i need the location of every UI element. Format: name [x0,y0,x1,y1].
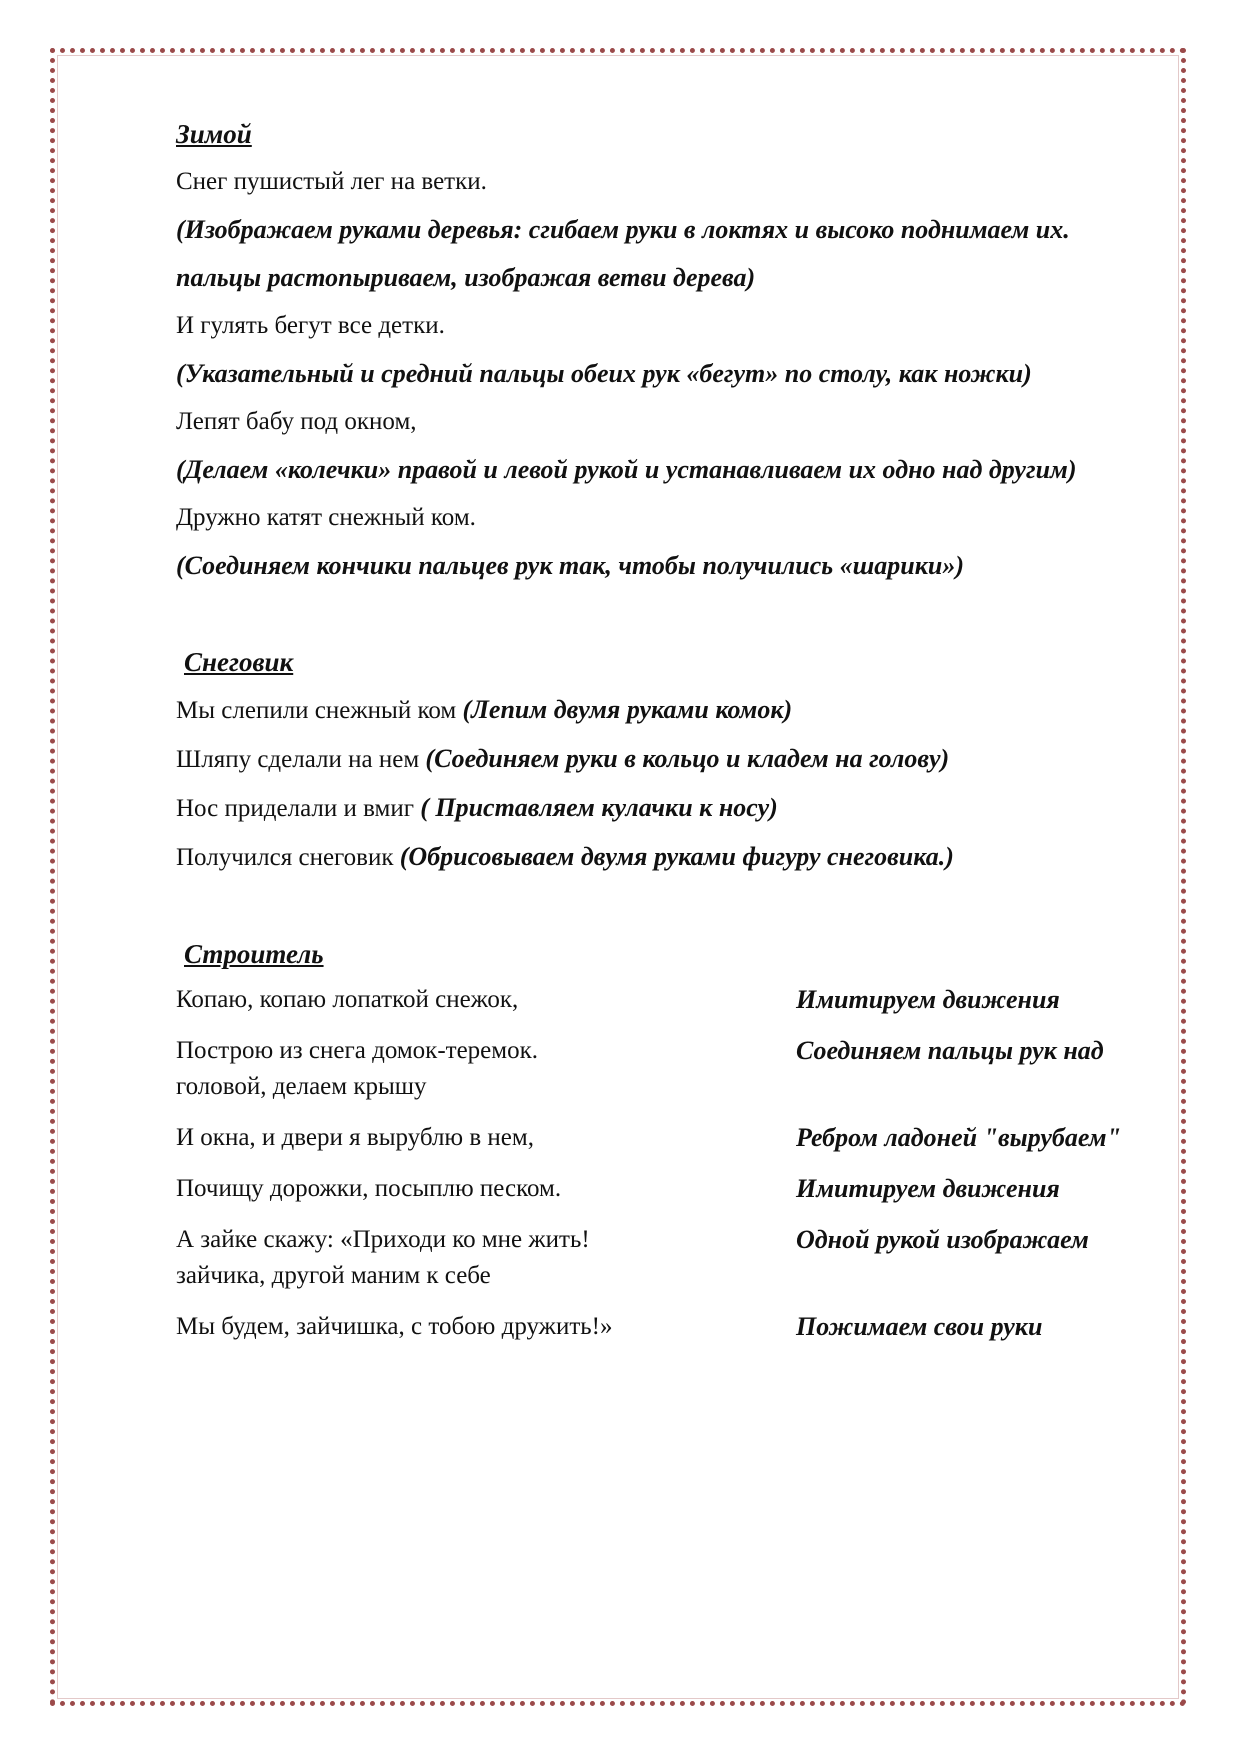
page-content [176,110,1166,1360]
verse-line [176,784,1166,833]
verse-line-1: А зайке скажу: «Приходи ко мне жить! [176,1226,590,1253]
verse-text: Мы будем, зайчишка, с тобою дружить!» [176,1313,613,1340]
verse-line: Лепят бабу под окном, [176,408,417,435]
action-line: пальцы растопыриваем, изображая ветви дерева) [176,263,756,292]
verse-row [176,1222,1166,1294]
verse-line: Снег пушистый лег на ветки. [176,168,487,195]
verse-text: Получился снеговик [176,844,400,871]
verse-row [176,1171,1166,1207]
verse-line-1: Построю из снега домок-теремок. [176,1037,538,1064]
verse-row [176,1033,1166,1105]
action-text: Одной рукой изображаем [796,1225,1089,1254]
verse-row [176,1309,1166,1345]
verse-line-cont: зайчика, другой маним к себе [176,1262,491,1289]
spacer [176,590,1166,638]
action-text: Пожимаем свои руки [796,1312,1043,1341]
verse-text [176,1033,796,1105]
verse-text: Нос приделали и вмиг [176,795,421,822]
section-title-zimoy: Зимой [176,119,252,149]
action-text: ( Приставляем кулачки к носу) [420,793,778,822]
verse-line-cont: головой, делаем крышу [176,1073,427,1100]
verse-line [176,735,1166,784]
verse-text: Мы слепили снежный ком [176,697,463,724]
verse-text [176,1222,796,1294]
section-title-stroitel: Строитель [184,939,324,969]
verse-line [176,833,1166,882]
verse-text: И окна, и двери я вырублю в нем, [176,1124,534,1151]
action-line: (Указательный и средний пальцы обеих рук «бегут» по столу, как ножки) [176,359,1032,388]
action-text: (Обрисовываем двумя руками фигуру снеговика.) [399,842,954,871]
verse-row [176,1120,1166,1156]
verse-text: Почищу дорожки, посыплю песком. [176,1175,562,1202]
verse-row [176,982,1166,1018]
action-text: (Лепим двумя руками комок) [462,695,793,724]
action-line: (Делаем «колечки» правой и левой рукой и устанавливаем их одно над другим) [176,455,1077,484]
action-text: Имитируем движения [796,985,1060,1014]
action-text: Ребром ладоней "вырубаем" [796,1123,1122,1152]
verse-line: И гулять бегут все детки. [176,312,445,339]
section-title-snegovik: Снеговик [184,647,294,677]
action-text: (Соединяем руки в кольцо и кладем на голову) [425,744,950,773]
action-text: Имитируем движения [796,1174,1060,1203]
spacer [176,882,1166,930]
verse-text: Копаю, копаю лопаткой снежок, [176,986,519,1013]
action-line: (Соединяем кончики пальцев рук так, чтобы получились «шарики») [176,551,965,580]
verse-text: Шляпу сделали на нем [176,746,426,773]
action-line: (Изображаем руками деревья: сгибаем руки в локтях и высоко поднимаем их. [176,215,1070,244]
verse-line: Дружно катят снежный ком. [176,504,476,531]
verse-line [176,686,1166,735]
action-text: Соединяем пальцы рук над [796,1036,1104,1065]
